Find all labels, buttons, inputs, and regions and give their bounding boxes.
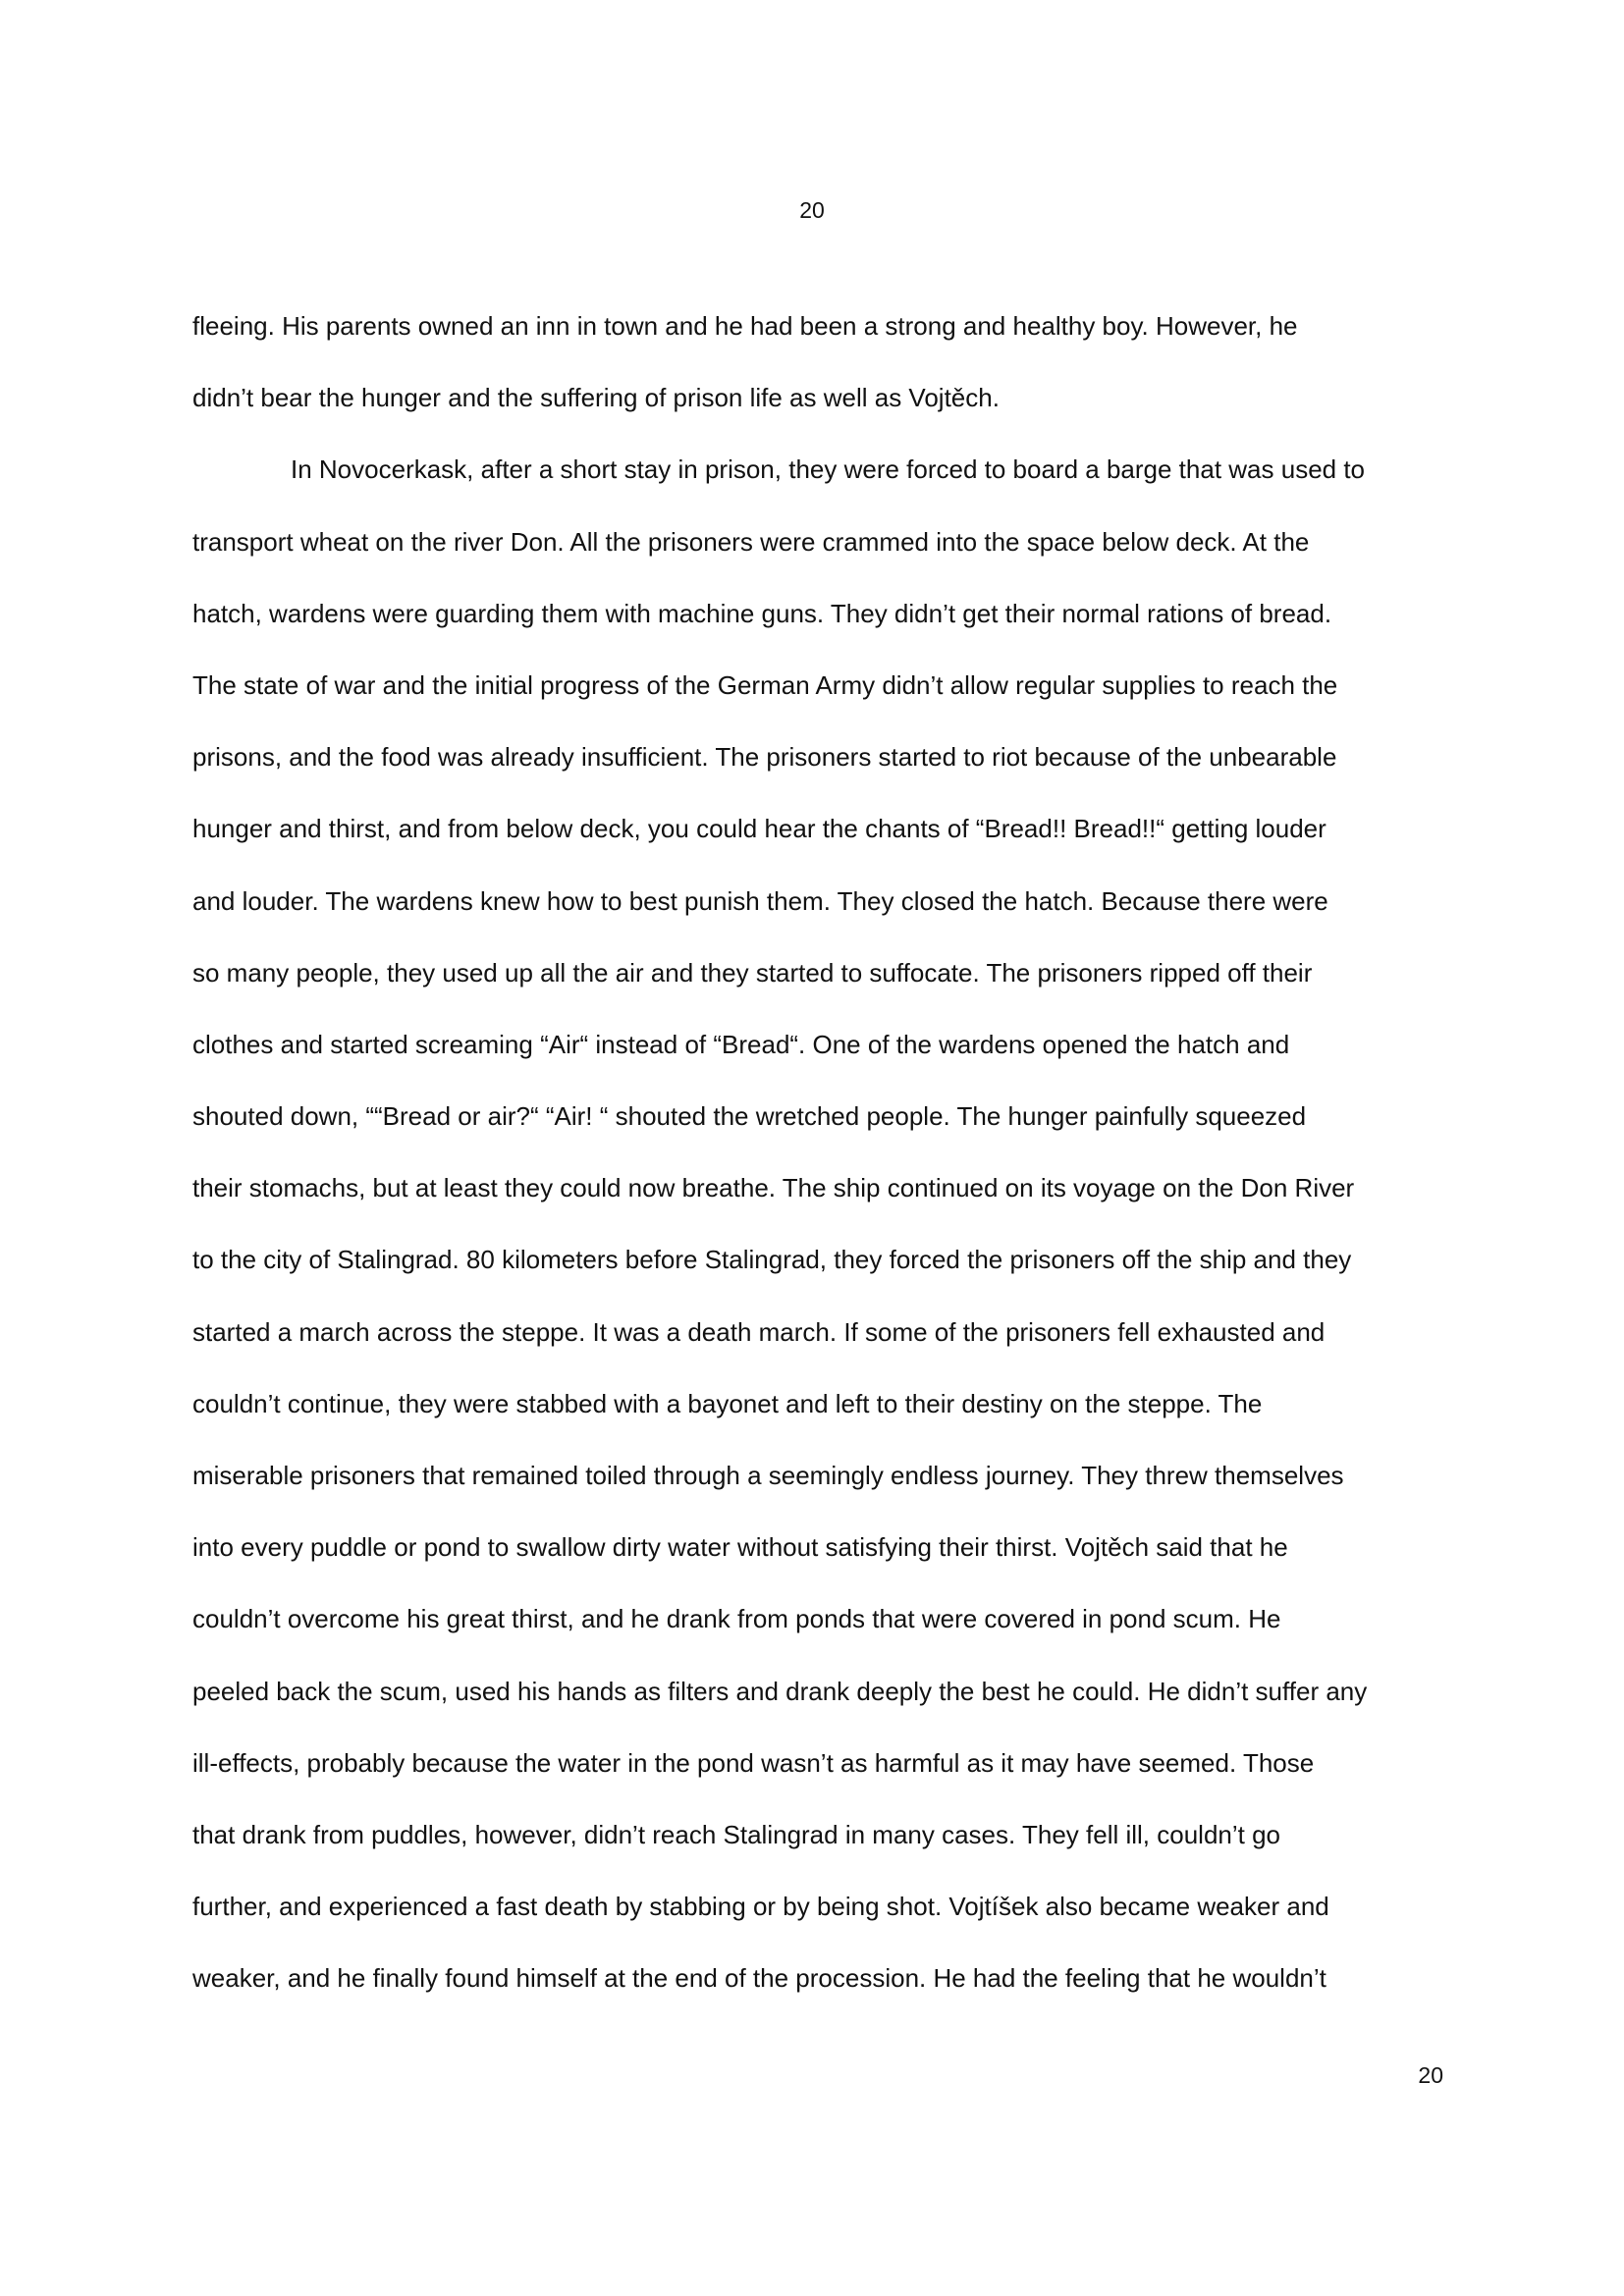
text-line: hatch, wardens were guarding them with machine guns. They didn’t get their normal rations of bread. xyxy=(192,598,1332,628)
text-line: fleeing. His parents owned an inn in town and he had been a strong and healthy boy. However, he xyxy=(192,311,1298,341)
text-line: shouted down, ““Bread or air?“ “Air! “ shouted the wretched people. The hunger painfully squeezed xyxy=(192,1101,1307,1132)
text-line: miserable prisoners that remained toiled through a seemingly endless journey. They threw themselves xyxy=(192,1461,1344,1490)
page-number-bottom: 20 xyxy=(1418,2062,1443,2088)
text-line: their stomachs, but at least they could now breathe. The ship continued on its voyage on the Don River xyxy=(192,1173,1355,1203)
text-line: transport wheat on the river Don. All the prisoners were crammed into the space below deck. At the xyxy=(192,526,1310,557)
text-line: further, and experienced a fast death by stabbing or by being shot. Vojtíšek also became weaker and xyxy=(192,1892,1329,1922)
text-line: into every puddle or pond to swallow dirty water without satisfying their thirst. Vojtěch said that he xyxy=(192,1532,1288,1563)
page-number-top: 20 xyxy=(799,197,825,223)
text-line: and louder. The wardens knew how to best punish them. They closed the hatch. Because there were xyxy=(192,885,1328,916)
text-line: couldn’t overcome his great thirst, and he drank from ponds that were covered in pond scum. He xyxy=(192,1604,1281,1634)
text-line: so many people, they used up all the air and they started to suffocate. The prisoners ripped off their xyxy=(192,957,1313,988)
text-line: clothes and started screaming “Air“ instead of “Bread“. One of the wardens opened the hatch and xyxy=(192,1029,1290,1059)
text-line: The state of war and the initial progress of the German Army didn’t allow regular supplies to reach the xyxy=(192,669,1338,700)
text-line: started a march across the steppe. It was a death march. If some of the prisoners fell exhausted and xyxy=(192,1316,1326,1347)
text-line: couldn’t continue, they were stabbed with a bayonet and left to their destiny on the steppe. The xyxy=(192,1388,1263,1418)
text-line: to the city of Stalingrad. 80 kilometers before Stalingrad, they forced the prisoners off the ship and they xyxy=(192,1245,1352,1275)
text-line: prisons, and the food was already insufficient. The prisoners started to riot because of the unbearable xyxy=(192,742,1337,773)
text-line: that drank from puddles, however, didn’t reach Stalingrad in many cases. They fell ill, couldn’t go xyxy=(192,1819,1281,1849)
text-line: hunger and thirst, and from below deck, you could hear the chants of “Bread!! Bread!!“ getting louder xyxy=(192,814,1326,844)
text-line: peeled back the scum, used his hands as filters and drank deeply the best he could. He didn’t suffer any xyxy=(192,1676,1368,1706)
text-line-paragraph-start: In Novocerkask, after a short stay in prison, they were forced to board a barge that was used to xyxy=(291,454,1366,485)
body-text xyxy=(192,291,1439,2015)
text-line: ill-effects, probably because the water in the pond wasn’t as harmful as it may have seemed. Those xyxy=(192,1747,1315,1778)
text-line: weaker, and he finally found himself at the end of the procession. He had the feeling that he wouldn’t xyxy=(192,1963,1326,1994)
text-line: didn’t bear the hunger and the suffering of prison life as well as Vojtěch. xyxy=(192,383,1000,413)
